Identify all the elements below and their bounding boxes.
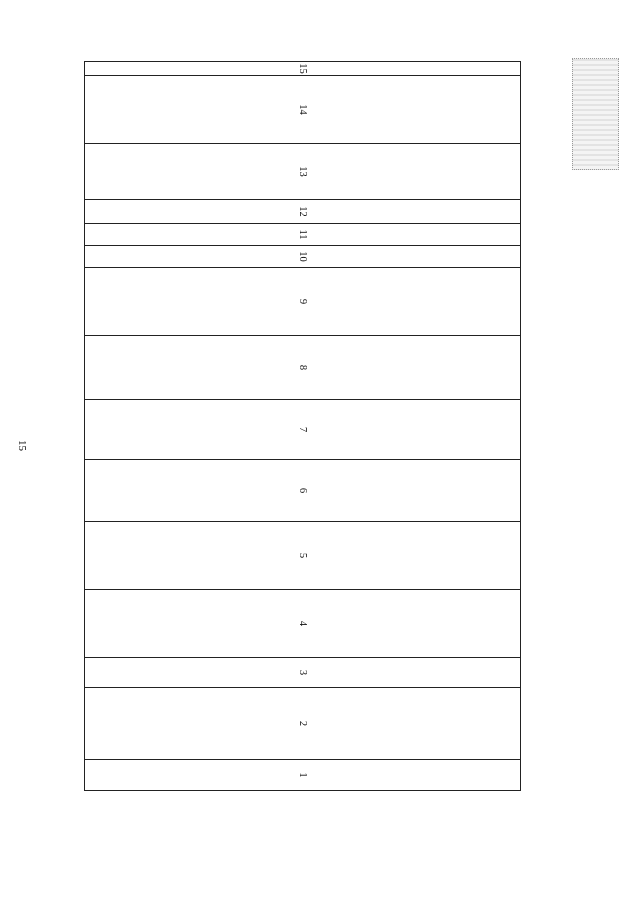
header-col-14: 14	[85, 76, 521, 144]
registration-stamp	[572, 58, 619, 170]
header-col-12: 12	[85, 200, 521, 224]
header-col-8: 8	[85, 336, 521, 400]
header-row	[85, 62, 521, 859]
header-col-11: 11	[85, 224, 521, 246]
header-col-7: 7	[85, 400, 521, 460]
header-col-3: 3	[85, 658, 521, 688]
header-col-4: 4	[85, 590, 521, 658]
header-col-13: 13	[85, 144, 521, 200]
header-col-10: 10	[85, 246, 521, 268]
program-table	[84, 61, 521, 859]
rotated-table-container	[84, 61, 521, 834]
header-col-6: 6	[85, 460, 521, 522]
header-col-15: 15	[85, 62, 521, 76]
header-col-2: 2	[85, 688, 521, 760]
header-col-1: 1	[85, 760, 521, 791]
page-number: 15	[16, 440, 28, 451]
header-col-9: 9	[85, 268, 521, 336]
header-col-5: 5	[85, 522, 521, 590]
